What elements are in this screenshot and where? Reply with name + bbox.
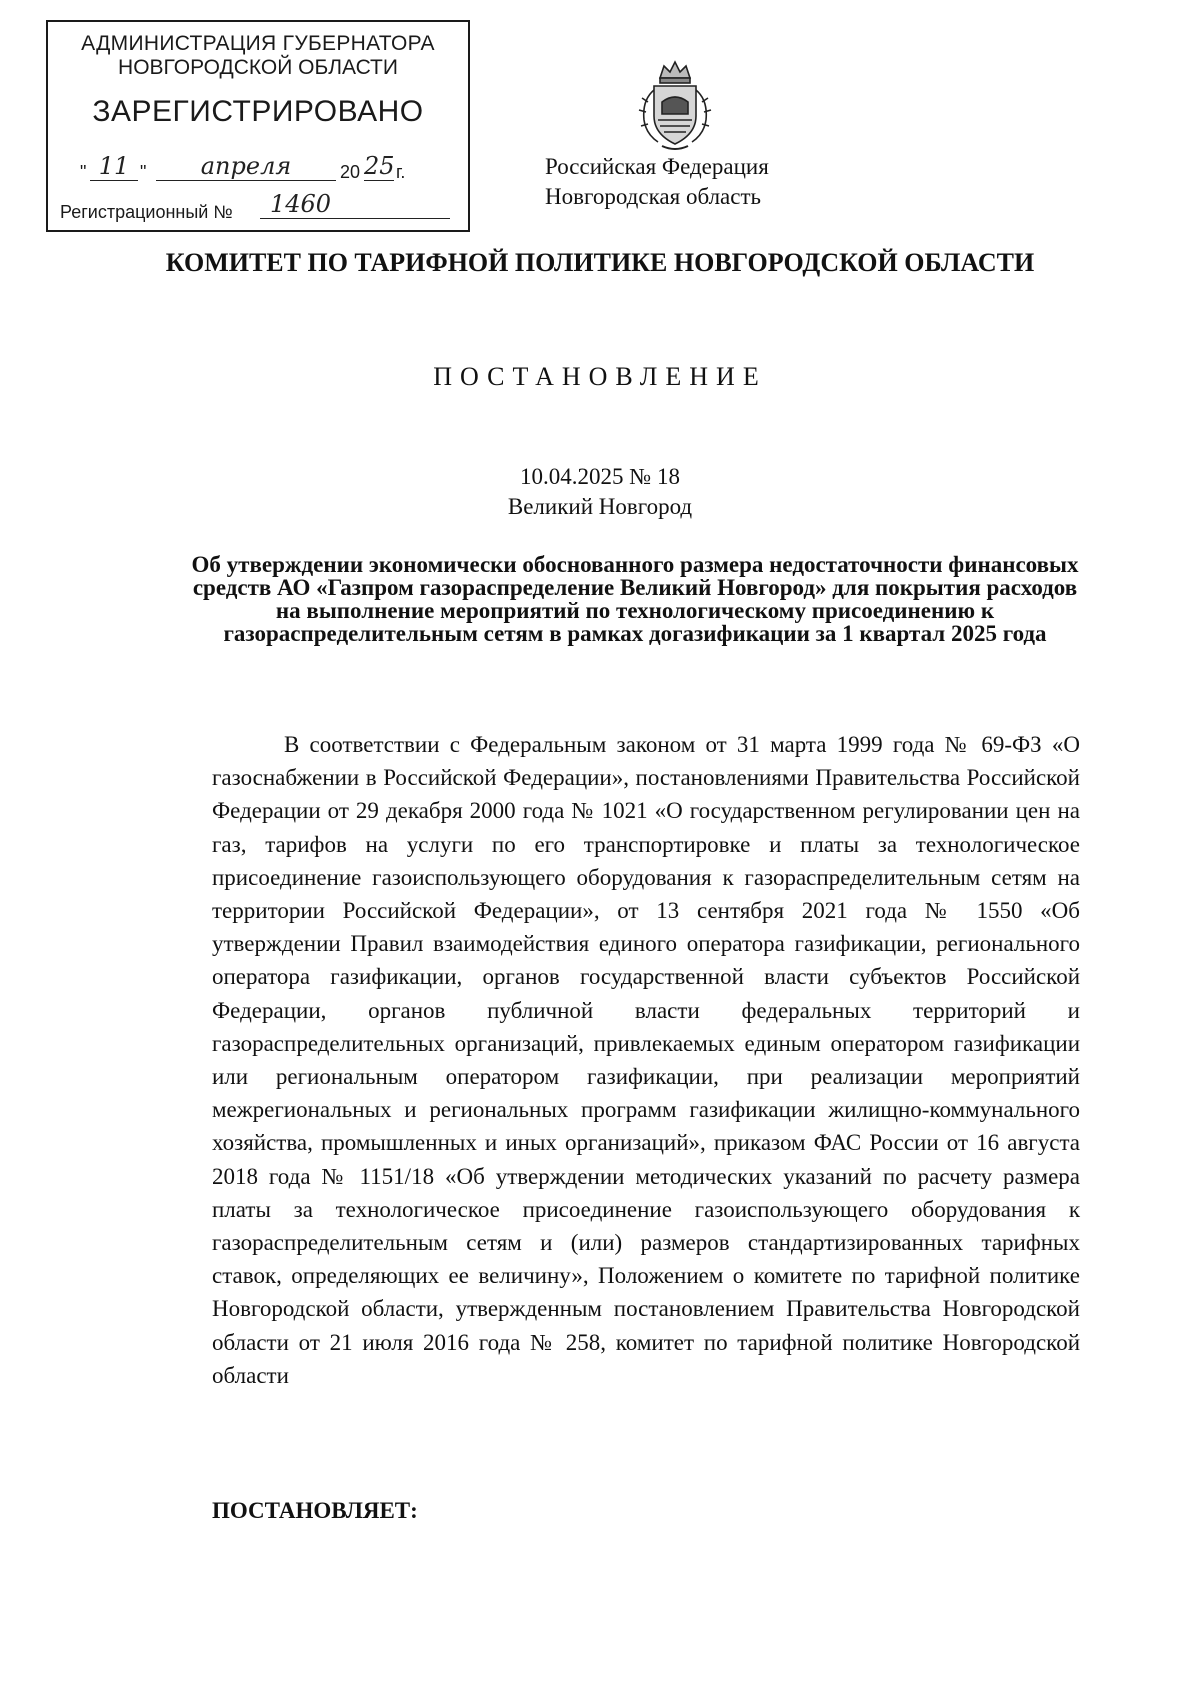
stamp-registration-number: 1460	[260, 190, 450, 219]
stamp-day: 11	[90, 152, 138, 181]
country-name: Российская Федерация	[545, 154, 769, 179]
document-subject: Об утверждении экономически обоснованного размера недостаточности финансовых средств АО «Газпром газораспределение Великий Новгород» для покрытия расходов на выполнение мероприятий по технологическому присоединению к газораспределительным сетям в рамках догазификации за 1 квартал 2025 года	[191, 552, 1079, 646]
region-name: Новгородская область	[545, 184, 762, 209]
date-number-block	[0, 462, 1200, 522]
date-and-number: 10.04.2025 № 18	[520, 464, 680, 489]
stamp-quote-close: "	[140, 162, 147, 182]
preamble-paragraph: В соответствии с Федеральным законом от 31 марта 1999 года № 69-ФЗ «О газоснабжении в Российской Федерации», постановлениями Правительства Российской Федерации от 29 декабря 2000 года № 1021 «О государственном регулировании цен на газ, тарифов на услуги по его транспортировке и платы за технологическое присоединение газоиспользующего оборудования к газораспределительным сетям на территории Российской Федерации», от 13 сентября 2021 года № 1550 «Об утверждении Правил взаимодействия единого оператора газификации, регионального оператора газификации, органов государственной власти субъектов Российской Федерации, органов публичной власти федеральных территорий и газораспределительных организаций, привлекаемых единым оператором газификации или региональным оператором газификации, при реализации мероприятий межрегиональных и региональных программ газификации жилищно-коммунального хозяйства, промышленных и иных организаций», приказом ФАС России от 16 августа 2018 года № 1151/18 «Об утверждении методических указаний по расчету размера платы за технологическое присоединение газоиспользующего оборудования к газораспределительным сетям и (или) размеров стандартизированных тарифных ставок, определяющих ее величину», Положением о комитете по тарифной политике Новгородской области, утвержденным постановлением Правительства Новгородской области от 21 июля 2016 года № 258, комитет по тарифной политике Новгородской области	[212, 732, 1080, 1388]
stamp-quote-open: "	[80, 162, 87, 182]
stamp-date-row	[80, 146, 450, 186]
stamp-line-region: НОВГОРОДСКОЙ ОБЛАСТИ	[118, 56, 398, 79]
coat-of-arms-icon	[636, 56, 714, 152]
stamp-line-administration: АДМИНИСТРАЦИЯ ГУБЕРНАТОРА	[81, 32, 435, 55]
stamp-registration-label: Регистрационный №	[60, 202, 233, 222]
stamp-registration-row	[60, 190, 460, 226]
document-type: ПОСТАНОВЛЕНИЕ	[433, 362, 767, 391]
committee-title: КОМИТЕТ ПО ТАРИФНОЙ ПОЛИТИКЕ НОВГОРОДСКОЙ ОБЛАСТИ	[165, 248, 1035, 277]
stamp-year-mark: г.	[396, 162, 406, 182]
stamp-month: апреля	[156, 152, 336, 181]
stamp-registered-title: ЗАРЕГИСТРИРОВАНО	[92, 95, 424, 128]
stamp-year-prefix: 20	[340, 162, 361, 182]
city-name: Великий Новгород	[507, 494, 693, 519]
registration-stamp	[46, 20, 470, 232]
resolves-heading: ПОСТАНОВЛЯЕТ:	[212, 1498, 418, 1523]
stamp-year-suffix: 25	[364, 152, 395, 180]
